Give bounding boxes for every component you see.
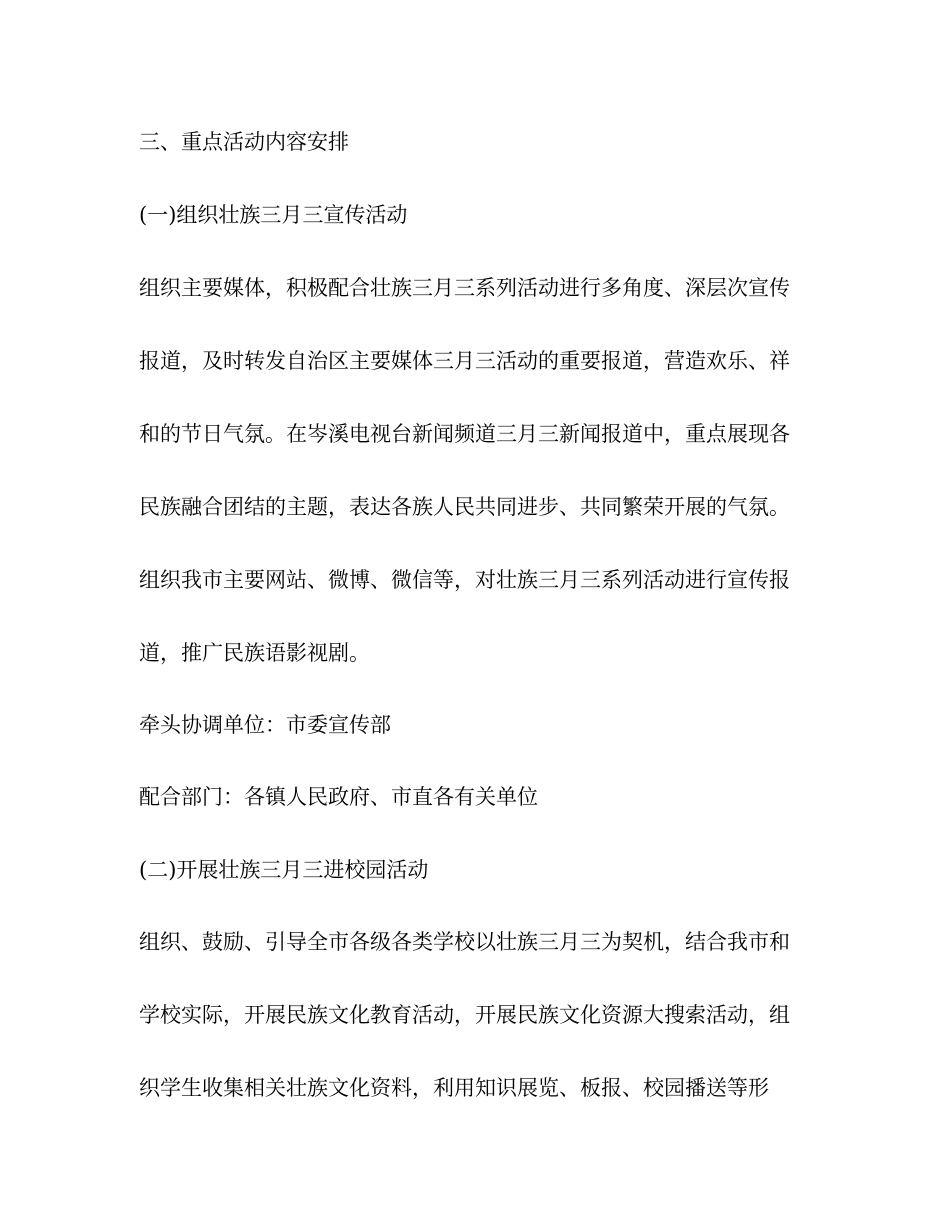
item1-body-line-1: 组织主要媒体，积极配合壮族三月三系列活动进行多角度、深层次宣传 (139, 276, 790, 300)
item1-heading: (一)组织壮族三月三宣传活动 (139, 203, 408, 227)
item1-lead-unit: 牵头协调单位：市委宣传部 (139, 713, 391, 737)
item1-body-line-6: 道，推广民族语影视剧。 (139, 641, 370, 665)
item2-body-line-3: 织学生收集相关壮族文化资料，利用知识展览、板报、校园播送等形 (139, 1076, 769, 1100)
item2-heading: (二)开展壮族三月三进校园活动 (139, 858, 429, 882)
item1-cooperating-units: 配合部门：各镇人民政府、市直各有关单位 (139, 785, 538, 809)
item1-body-line-2: 报道，及时转发自治区主要媒体三月三活动的重要报道，营造欢乐、祥 (139, 349, 790, 373)
item1-body-line-5: 组织我市主要网站、微博、微信等，对壮族三月三系列活动进行宣传报 (139, 568, 790, 592)
item2-body-line-1: 组织、鼓励、引导全市各级各类学校以壮族三月三为契机，结合我市和 (139, 930, 790, 954)
item1-body-line-3: 和的节日气氛。在岑溪电视台新闻频道三月三新闻报道中，重点展现各 (139, 422, 790, 446)
section-heading: 三、重点活动内容安排 (139, 130, 349, 154)
item2-body-line-2: 学校实际，开展民族文化教育活动，开展民族文化资源大搜索活动，组 (139, 1003, 790, 1027)
item1-body-line-4: 民族融合团结的主题，表达各族人民共同进步、共同繁荣开展的气氛。 (139, 495, 790, 519)
